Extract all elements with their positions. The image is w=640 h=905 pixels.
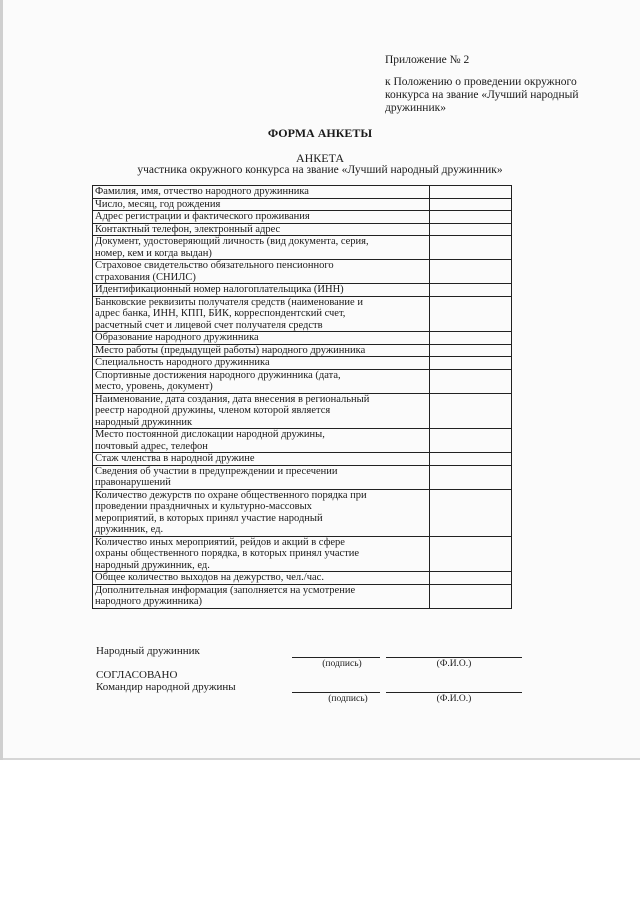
row-label-line: Количество иных мероприятий, рейдов и акций в сфере <box>95 536 345 548</box>
table-row <box>93 284 512 297</box>
row-label-line: реестр народной дружины, членом которой является <box>95 405 331 416</box>
row-label-line: Банковские реквизиты получателя средств (наименование и <box>95 296 363 308</box>
row-value-cell[interactable] <box>430 357 512 370</box>
row-label-line: народный дружинник <box>95 416 193 428</box>
appendix-line: конкурса на звание «Лучший народный <box>385 89 579 101</box>
questionnaire-table <box>92 185 512 609</box>
row-label <box>93 489 430 536</box>
row-label <box>93 236 430 260</box>
row-value-cell[interactable] <box>430 344 512 357</box>
row-label-line: правонарушений <box>95 477 171 488</box>
row-label <box>93 344 430 357</box>
table-row <box>93 236 512 260</box>
row-label-line: Адрес регистрации и фактического проживания <box>95 211 310 222</box>
row-value-cell[interactable] <box>430 584 512 608</box>
page-edge <box>0 0 3 760</box>
row-label <box>93 465 430 489</box>
row-value-cell[interactable] <box>430 296 512 332</box>
appendix-line: дружинник» <box>385 102 446 114</box>
row-label <box>93 186 430 199</box>
table-row <box>93 393 512 429</box>
row-label <box>93 332 430 345</box>
row-value-cell[interactable] <box>430 393 512 429</box>
table-row <box>93 198 512 211</box>
row-label-line: Наименование, дата создания, дата внесения в региональный <box>95 393 370 405</box>
table-row <box>93 489 512 536</box>
row-label <box>93 211 430 224</box>
commander-label: Командир народной дружины <box>96 681 236 693</box>
row-label-line: место, уровень, документ) <box>95 381 213 392</box>
signature-line <box>292 692 380 693</box>
row-value-cell[interactable] <box>430 489 512 536</box>
anketa-subtitle: участника окружного конкурса на звание «Лучший народный дружинник» <box>137 164 503 176</box>
fio-caption: (Ф.И.О.) <box>436 694 472 704</box>
table-row <box>93 260 512 284</box>
row-label-line: Место постоянной дислокации народной дружины, <box>95 429 325 440</box>
row-label <box>93 223 430 236</box>
row-label <box>93 572 430 585</box>
table-row <box>93 584 512 608</box>
row-label-line: страхования (СНИЛС) <box>95 271 196 283</box>
row-label-line: номер, кем и когда выдан) <box>95 247 212 259</box>
row-value-cell[interactable] <box>430 572 512 585</box>
row-value-cell[interactable] <box>430 453 512 466</box>
table-row <box>93 211 512 224</box>
row-label-line: охраны общественного порядка, в которых принял участие <box>95 548 360 559</box>
row-label <box>93 198 430 211</box>
table-row <box>93 536 512 572</box>
row-value-cell[interactable] <box>430 198 512 211</box>
table-row <box>93 344 512 357</box>
row-value-cell[interactable] <box>430 236 512 260</box>
signature-caption: (подпись) <box>322 659 362 669</box>
row-label <box>93 296 430 332</box>
row-value-cell[interactable] <box>430 223 512 236</box>
fio-caption: (Ф.И.О.) <box>436 659 472 669</box>
form-title: ФОРМА АНКЕТЫ <box>267 126 373 140</box>
row-label-line: Контактный телефон, электронный адрес <box>95 223 281 235</box>
druzhinnik-label: Народный дружинник <box>96 645 200 657</box>
row-label-line: почтовый адрес, телефон <box>95 440 208 452</box>
table-row <box>93 186 512 199</box>
row-label <box>93 584 430 608</box>
row-label-line: Страховое свидетельство обязательного пенсионного <box>95 260 334 271</box>
appendix-line: к Положению о проведении окружного <box>385 76 577 88</box>
appendix-number: Приложение № 2 <box>385 54 470 66</box>
row-label-line: Специальность народного дружинника <box>95 357 270 368</box>
row-label-line: Документ, удостоверяющий личность (вид документа, серия, <box>95 236 369 247</box>
row-label <box>93 260 430 284</box>
row-label-line: Спортивные достижения народного дружинника (дата, <box>95 369 341 381</box>
row-label <box>93 536 430 572</box>
table-row <box>93 332 512 345</box>
row-label-line: Сведения об участии в предупреждении и пресечении <box>95 465 338 477</box>
table-row <box>93 572 512 585</box>
row-label <box>93 369 430 393</box>
signature-caption: (подпись) <box>328 694 368 704</box>
row-label-line: проведении праздничных и культурно-массовых <box>95 501 312 512</box>
row-value-cell[interactable] <box>430 211 512 224</box>
row-value-cell[interactable] <box>430 186 512 199</box>
anketa-title: АНКЕТА <box>295 151 345 165</box>
row-label-line: мероприятий, в которых принял участие народный <box>95 512 323 524</box>
row-value-cell[interactable] <box>430 284 512 297</box>
row-value-cell[interactable] <box>430 536 512 572</box>
table-row <box>93 296 512 332</box>
row-label <box>93 357 430 370</box>
row-label <box>93 429 430 453</box>
fio-line <box>386 657 522 658</box>
row-label-line: дружинник, ед. <box>95 524 164 535</box>
row-value-cell[interactable] <box>430 369 512 393</box>
row-label-line: Число, месяц, год рождения <box>95 198 221 210</box>
approved-label: СОГЛАСОВАНО <box>96 669 178 681</box>
row-label <box>93 453 430 466</box>
row-label-line: народный дружинник, ед. <box>95 559 210 571</box>
table-row <box>93 453 512 466</box>
row-value-cell[interactable] <box>430 465 512 489</box>
row-label-line: Образование народного дружинника <box>95 332 259 343</box>
row-value-cell[interactable] <box>430 332 512 345</box>
row-value-cell[interactable] <box>430 429 512 453</box>
row-value-cell[interactable] <box>430 260 512 284</box>
table-row <box>93 465 512 489</box>
row-label-line: Фамилия, имя, отчество народного дружинника <box>95 186 309 197</box>
table-row <box>93 357 512 370</box>
row-label-line: Идентификационный номер налогоплательщика (ИНН) <box>95 284 344 295</box>
row-label <box>93 393 430 429</box>
table-row <box>93 369 512 393</box>
row-label-line: Место работы (предыдущей работы) народного дружинника <box>95 344 366 356</box>
fio-line <box>386 692 522 693</box>
row-label-line: расчетный счет и лицевой счет получателя средств <box>95 319 323 331</box>
table-row <box>93 429 512 453</box>
row-label-line: Дополнительная информация (заполняется на усмотрение <box>95 584 356 596</box>
row-label-line: народного дружинника) <box>95 596 203 607</box>
row-label-line: адрес банка, ИНН, КПП, БИК, корреспондентский счет, <box>95 308 346 319</box>
signature-line <box>292 657 380 658</box>
row-label-line: Количество дежурств по охране общественного порядка при <box>95 489 367 501</box>
row-label <box>93 284 430 297</box>
row-label-line: Стаж членства в народной дружине <box>95 453 255 464</box>
table-row <box>93 223 512 236</box>
row-label-line: Общее количество выходов на дежурство, чел./час. <box>95 572 324 583</box>
